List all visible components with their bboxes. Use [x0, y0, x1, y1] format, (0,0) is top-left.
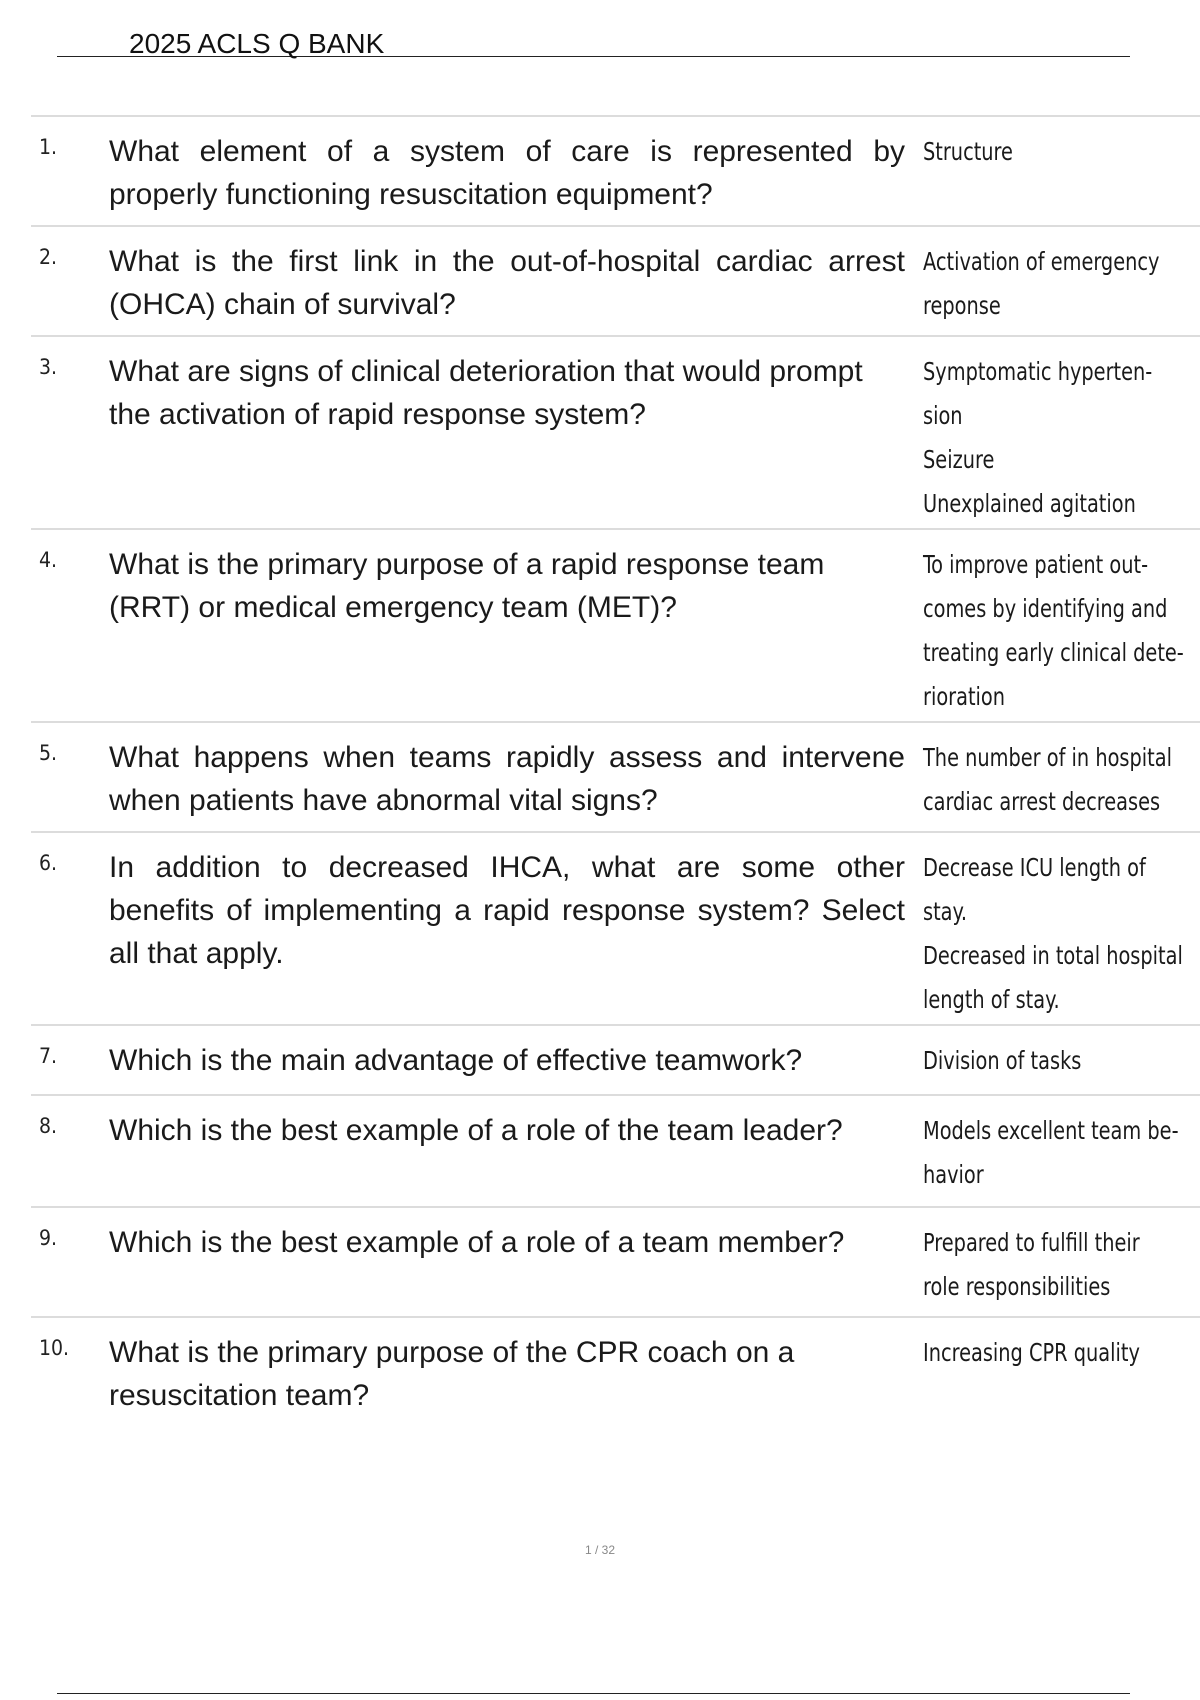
question-text: What is the first link in the out-of-hospital cardiac arrest (OHCA) chain of survival? — [109, 245, 905, 321]
answer-line: Symptomatic hyperten- — [923, 357, 1153, 386]
answer-line: Decrease ICU length of — [923, 853, 1146, 882]
question-text: What happens when teams rapidly assess and intervene when patients have abnormal vital signs? — [109, 741, 905, 817]
answer-text — [923, 846, 1181, 1024]
answer-line: cardiac arrest decreases — [923, 787, 1161, 816]
answer-line: Increasing CPR quality — [923, 1338, 1140, 1367]
footer-rule — [57, 1693, 1130, 1694]
question-text: What element of a system of care is represented by properly functioning resuscitation equipment? — [109, 135, 905, 211]
answer-line: Decreased in total hospital — [923, 941, 1183, 970]
question-number: 9. — [39, 1226, 58, 1250]
document-title: 2025 ACLS Q BANK — [129, 28, 385, 59]
answer-line: role responsibilities — [923, 1272, 1111, 1301]
question-number: 1. — [39, 135, 58, 159]
qa-row — [31, 528, 1200, 721]
qa-row — [31, 1094, 1200, 1206]
answer-line: rioration — [923, 682, 1006, 711]
question-number: 4. — [39, 548, 58, 572]
question-number: 5. — [39, 741, 58, 765]
answer-line: havior — [923, 1160, 984, 1189]
question-number: 6. — [39, 851, 58, 875]
qa-row — [31, 1206, 1200, 1316]
answer-line: Structure — [923, 137, 1013, 166]
question-text: Which is the best example of a role of the team leader? — [109, 1114, 843, 1147]
question-list — [31, 115, 1200, 1436]
page-header — [57, 24, 1130, 57]
answer-line: comes by identifying and — [923, 594, 1168, 623]
answer-text — [923, 240, 1168, 335]
answer-text — [923, 1039, 1161, 1094]
answer-line: reponse — [923, 291, 1001, 320]
qa-row — [31, 1024, 1200, 1094]
question-text: Which is the main advantage of effective teamwork? — [109, 1044, 803, 1077]
answer-line: Seizure — [923, 445, 995, 474]
answer-line: Division of tasks — [923, 1046, 1082, 1075]
question-text: What is the primary purpose of a rapid response team (RRT) or medical emergency team (MET)? — [109, 548, 825, 624]
answer-line: Models excellent team be- — [923, 1116, 1179, 1145]
question-number: 8. — [39, 1114, 58, 1138]
question-text: What is the primary purpose of the CPR coach on a resuscitation team? — [109, 1336, 795, 1412]
answer-line: Activation of emergency — [923, 247, 1160, 276]
answer-line: Prepared to fulfill their — [923, 1228, 1140, 1257]
qa-row — [31, 335, 1200, 528]
answer-text — [923, 543, 1184, 721]
question-number: 7. — [39, 1044, 58, 1068]
question-text: What are signs of clinical deterioration that would prompt the activation of rapid response system? — [109, 355, 863, 431]
answer-line: length of stay. — [923, 985, 1060, 1014]
question-number: 2. — [39, 245, 58, 269]
page-number: 1 / 32 — [584, 1543, 616, 1557]
question-text: In addition to decreased IHCA, what are some other benefits of implementing a rapid response system? Select all that apply. — [109, 851, 905, 970]
qa-row — [31, 225, 1200, 335]
answer-line: The number of in hospital — [923, 743, 1172, 772]
answer-line: To improve patient out- — [923, 550, 1149, 579]
answer-text — [923, 130, 1161, 225]
answer-line: Unexplained agitation — [923, 489, 1136, 518]
qa-row — [31, 1316, 1200, 1436]
answer-text — [923, 1331, 1161, 1436]
answer-text — [923, 736, 1181, 831]
question-number: 10. — [39, 1336, 70, 1360]
qa-row — [31, 721, 1200, 831]
qa-row — [31, 115, 1200, 225]
question-text: Which is the best example of a role of a team member? — [109, 1226, 845, 1259]
answer-text — [923, 1221, 1161, 1316]
answer-line: stay. — [923, 897, 968, 926]
answer-line: sion — [923, 401, 963, 430]
answer-text — [923, 350, 1161, 528]
answer-line: treating early clinical dete- — [923, 638, 1184, 667]
question-number: 3. — [39, 355, 58, 379]
qa-row — [31, 831, 1200, 1024]
answer-text — [923, 1109, 1181, 1206]
